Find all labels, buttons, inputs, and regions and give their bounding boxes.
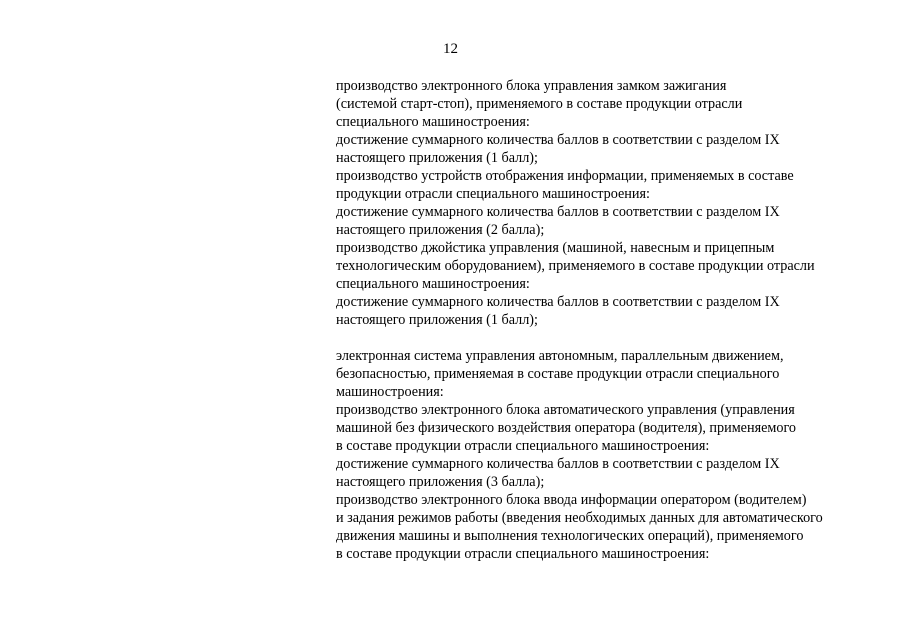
text-line: производство электронного блока ввода информации оператором (водителем) bbox=[336, 492, 807, 508]
page-number: 12 bbox=[443, 41, 458, 57]
text-line: производство электронного блока автоматического управления (управления bbox=[336, 402, 795, 418]
text-line: машиностроения: bbox=[336, 384, 444, 400]
text-line: достижение суммарного количества баллов в соответствии с разделом IX bbox=[336, 456, 780, 472]
text-line: машиной без физического воздействия оператора (водителя), применяемого bbox=[336, 420, 797, 436]
text-line: технологическим оборудованием), применяемого в составе продукции отрасли bbox=[336, 258, 815, 274]
text-line: достижение суммарного количества баллов в соответствии с разделом IX bbox=[336, 132, 780, 148]
text-line: специального машиностроения: bbox=[336, 276, 530, 292]
text-line: достижение суммарного количества баллов в соответствии с разделом IX bbox=[336, 294, 780, 310]
text-line: безопасностью, применяемая в составе продукции отрасли специального bbox=[336, 366, 780, 382]
text-line: достижение суммарного количества баллов в соответствии с разделом IX bbox=[336, 204, 780, 220]
text-line: производство устройств отображения информации, применяемых в составе bbox=[336, 168, 794, 184]
text-line: в составе продукции отрасли специального машиностроения: bbox=[336, 438, 710, 454]
text-line: производство джойстика управления (машиной, навесным и прицепным bbox=[336, 240, 775, 256]
text-line: настоящего приложения (1 балл); bbox=[336, 150, 538, 166]
text-line: специального машиностроения: bbox=[336, 114, 530, 130]
text-line: электронная система управления автономным, параллельным движением, bbox=[336, 348, 784, 364]
text-line: и задания режимов работы (введения необходимых данных для автоматического bbox=[336, 510, 823, 526]
text-line: продукции отрасли специального машиностроения: bbox=[336, 186, 650, 202]
text-line: производство электронного блока управления замком зажигания bbox=[336, 78, 727, 94]
paragraph-gap bbox=[336, 329, 896, 347]
text-line: настоящего приложения (2 балла); bbox=[336, 222, 545, 238]
text-line: настоящего приложения (3 балла); bbox=[336, 474, 545, 490]
text-line: (системой старт-стоп), применяемого в составе продукции отрасли bbox=[336, 96, 743, 112]
text-line: в составе продукции отрасли специального машиностроения: bbox=[336, 546, 710, 562]
text-line: настоящего приложения (1 балл); bbox=[336, 312, 538, 328]
text-line: движения машины и выполнения технологических операций), применяемого bbox=[336, 528, 804, 544]
document-body bbox=[336, 77, 896, 563]
